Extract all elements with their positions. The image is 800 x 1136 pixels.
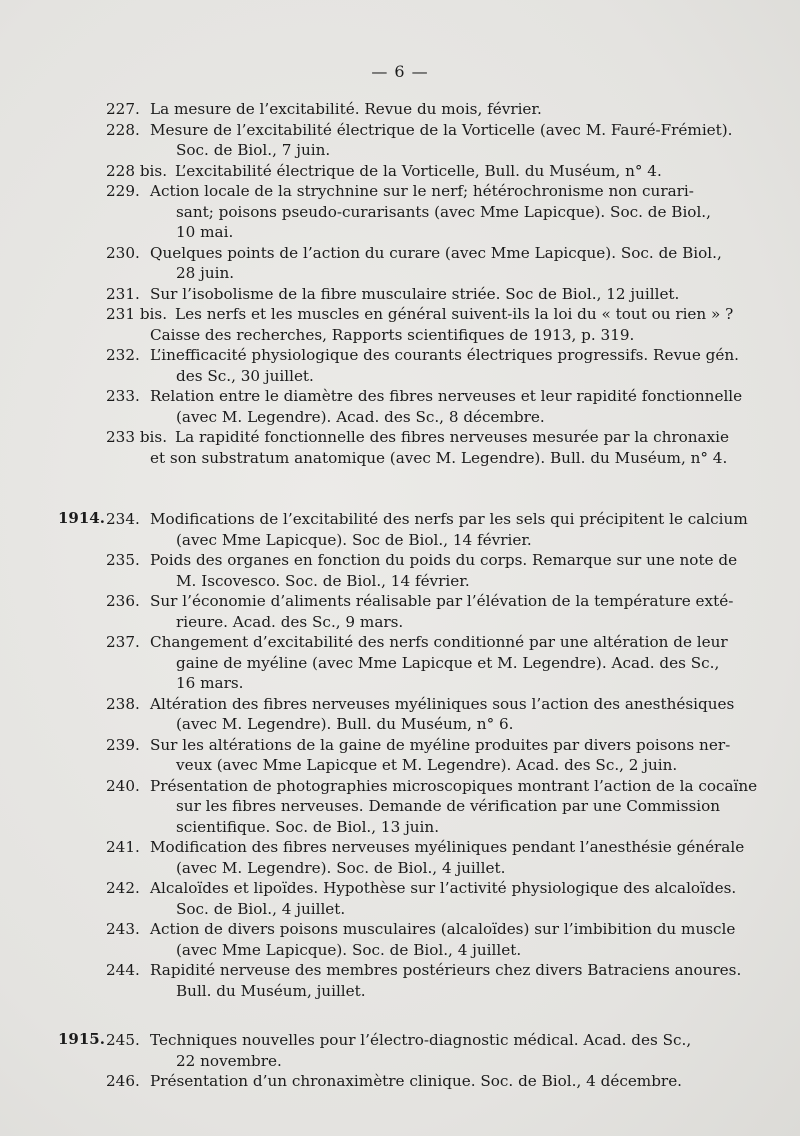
entry-number: 228.: [106, 120, 140, 139]
entry-number: 236.: [106, 592, 140, 610]
bibliography-entry: [0, 919, 800, 960]
entry-text-line: L’excitabilité électrique de la Vorticelle, Bull. du Muséum, n° 4.: [175, 161, 662, 180]
entry-text-line: Soc. de Biol., 4 juillet.: [176, 899, 346, 918]
entry-text-line: Les nerfs et les muscles en général suivent-ils la loi du « tout ou rien » ?: [175, 305, 734, 323]
bibliography-entry: [0, 735, 800, 776]
entry-text-line: 22 novembre.: [176, 1051, 282, 1070]
entry-number: 233 bis.: [106, 428, 168, 446]
entry-number: 233.: [106, 387, 140, 405]
entry-text-line: Sur l’économie d’aliments réalisable par l’élévation de la température exté-: [150, 592, 734, 610]
entry-text-line: Changement d’excitabilité des nerfs conditionné par une altération de leur: [150, 633, 728, 651]
entry-text-line: (avec M. Legendre). Acad. des Sc., 8 décembre.: [176, 407, 545, 426]
entry-text-line: Relation entre le diamètre des fibres nerveuses et leur rapidité fonctionnelle: [150, 387, 743, 405]
entry-text-line: L’inefficacité physiologique des courants électriques progressifs. Revue gén.: [150, 346, 739, 364]
bibliography-entry: [0, 120, 800, 161]
entry-text-line: Modification des fibres nerveuses myéliniques pendant l’anesthésie générale: [150, 838, 745, 856]
entry-number: 240.: [106, 776, 140, 795]
entry-number: 237.: [106, 633, 140, 651]
entry-text-line: Modifications de l’excitabilité des nerfs par les sels qui précipitent le calcium: [150, 510, 748, 528]
entry-text-line: Présentation de photographies microscopiques montrant l’action de la cocaïne: [150, 776, 758, 795]
entry-text-line: 28 juin.: [176, 264, 235, 282]
entry-text-line: (avec M. Legendre). Soc. de Biol., 4 juillet.: [176, 858, 506, 877]
entry-text-line: gaine de myéline (avec Mme Lapicque et M. Legendre). Acad. des Sc.,: [176, 653, 720, 672]
entry-text-line: Quelques points de l’action du curare (avec Mme Lapicque). Soc. de Biol.,: [150, 243, 722, 262]
entry-text-line: Sur les altérations de la gaine de myéline produites par divers poisons ner-: [150, 735, 731, 754]
bibliography-entry: [0, 99, 800, 120]
entry-text-line: et son substratum anatomique (avec M. Legendre). Bull. du Muséum, n° 4.: [150, 448, 728, 467]
entry-text-line: Sur l’isobolisme de la fibre musculaire striée. Soc de Biol., 12 juillet.: [150, 284, 680, 303]
bibliography-entry: [0, 386, 800, 427]
bibliography-entry: [0, 243, 800, 284]
entry-number: 231.: [106, 284, 140, 303]
entry-text-line: Alcaloïdes et lipoïdes. Hypothèse sur l’activité physiologique des alcaloïdes.: [150, 879, 737, 897]
entry-text-line: 16 mars.: [176, 674, 244, 692]
entry-text-line: (avec Mme Lapicque). Soc de Biol., 14 février.: [176, 530, 532, 549]
entry-text-line: sant; poisons pseudo-curarisants (avec Mme Lapicque). Soc. de Biol.,: [176, 202, 711, 221]
bibliography-entry: [0, 427, 800, 468]
entry-text-line: (avec Mme Lapicque). Soc. de Biol., 4 juillet.: [176, 940, 522, 959]
entry-text-line: Rapidité nerveuse des membres postérieurs chez divers Batraciens anoures.: [150, 961, 742, 979]
entry-number: 239.: [106, 735, 140, 754]
entry-number: 229.: [106, 182, 140, 200]
bibliography-entry: [0, 960, 800, 1001]
bibliography-entry: [0, 161, 800, 182]
year-label: 1914.: [58, 509, 105, 527]
entry-text-line: Caisse des recherches, Rapports scientifiques de 1913, p. 319.: [150, 325, 635, 344]
bibliography-entry: [0, 837, 800, 878]
entry-text-line: M. Iscovesco. Soc. de Biol., 14 février.: [176, 571, 470, 590]
entry-number: 232.: [106, 346, 140, 364]
entry-text-line: sur les fibres nerveuses. Demande de vérification par une Commission: [176, 797, 721, 815]
entry-text-line: Présentation d’un chronaximètre clinique. Soc. de Biol., 4 décembre.: [150, 1072, 683, 1090]
bibliography-entry: [0, 591, 800, 632]
entry-text-line: La rapidité fonctionnelle des fibres nerveuses mesurée par la chronaxie: [175, 428, 730, 446]
entry-text-line: veux (avec Mme Lapicque et M. Legendre). Acad. des Sc., 2 juin.: [176, 756, 678, 774]
bibliography-entry: [0, 1071, 800, 1092]
entry-number: 241.: [106, 838, 140, 856]
entry-number: 235.: [106, 551, 140, 569]
entry-text-line: des Sc., 30 juillet.: [176, 366, 314, 385]
entry-number: 238.: [106, 694, 140, 713]
year-section: [0, 509, 800, 1001]
entry-text-line: scientifique. Soc. de Biol., 13 juin.: [176, 817, 440, 836]
entry-number: 227.: [106, 100, 140, 118]
entry-text-line: rieure. Acad. des Sc., 9 mars.: [176, 612, 404, 631]
entry-text-line: Techniques nouvelles pour l’électro-diagnostic médical. Acad. des Sc.,: [150, 1031, 692, 1049]
year-section: [0, 1030, 800, 1092]
entry-number: 246.: [106, 1072, 140, 1090]
entry-text-line: Action de divers poisons musculaires (alcaloïdes) sur l’imbibition du muscle: [150, 920, 736, 938]
bibliography-entry: [0, 550, 800, 591]
entry-text-line: Bull. du Muséum, juillet.: [176, 981, 366, 1000]
entry-text-line: Altération des fibres nerveuses myéliniques sous l’action des anesthésiques: [150, 694, 735, 713]
bibliography-entry: [0, 509, 800, 550]
entry-text-line: 10 mai.: [176, 223, 234, 241]
entry-text-line: La mesure de l’excitabilité. Revue du mois, février.: [150, 100, 542, 118]
entry-number: 245.: [106, 1031, 140, 1049]
bibliography-entry: [0, 878, 800, 919]
bibliography-entry: [0, 304, 800, 345]
page-number: — 6 —: [371, 62, 429, 81]
entry-number: 244.: [106, 961, 140, 979]
bibliography-entry: [0, 632, 800, 694]
bibliography-entry: [0, 1030, 800, 1071]
entry-text-line: Poids des organes en fonction du poids du corps. Remarque sur une note de: [150, 551, 738, 569]
entry-number: 243.: [106, 920, 140, 938]
entry-text-line: Soc. de Biol., 7 juin.: [176, 141, 331, 159]
bibliography-entry: [0, 345, 800, 386]
entry-number: 242.: [106, 879, 140, 897]
entry-number: 228 bis.: [106, 161, 168, 180]
year-label: 1915.: [58, 1030, 105, 1048]
entry-text-line: Mesure de l’excitabilité électrique de la Vorticelle (avec M. Fauré-Frémiet).: [150, 120, 733, 139]
entry-text-line: Action locale de la strychnine sur le nerf; hétérochronisme non curari-: [150, 182, 694, 200]
bibliography-entry: [0, 181, 800, 243]
bibliography-entry: [0, 284, 800, 305]
entry-text-line: (avec M. Legendre). Bull. du Muséum, n° 6.: [176, 715, 514, 733]
entry-number: 231 bis.: [106, 305, 168, 323]
entry-number: 230.: [106, 243, 140, 262]
year-section: [0, 99, 800, 468]
entry-number: 234.: [106, 510, 140, 528]
bibliography-entry: [0, 776, 800, 838]
bibliography-entry: [0, 694, 800, 735]
